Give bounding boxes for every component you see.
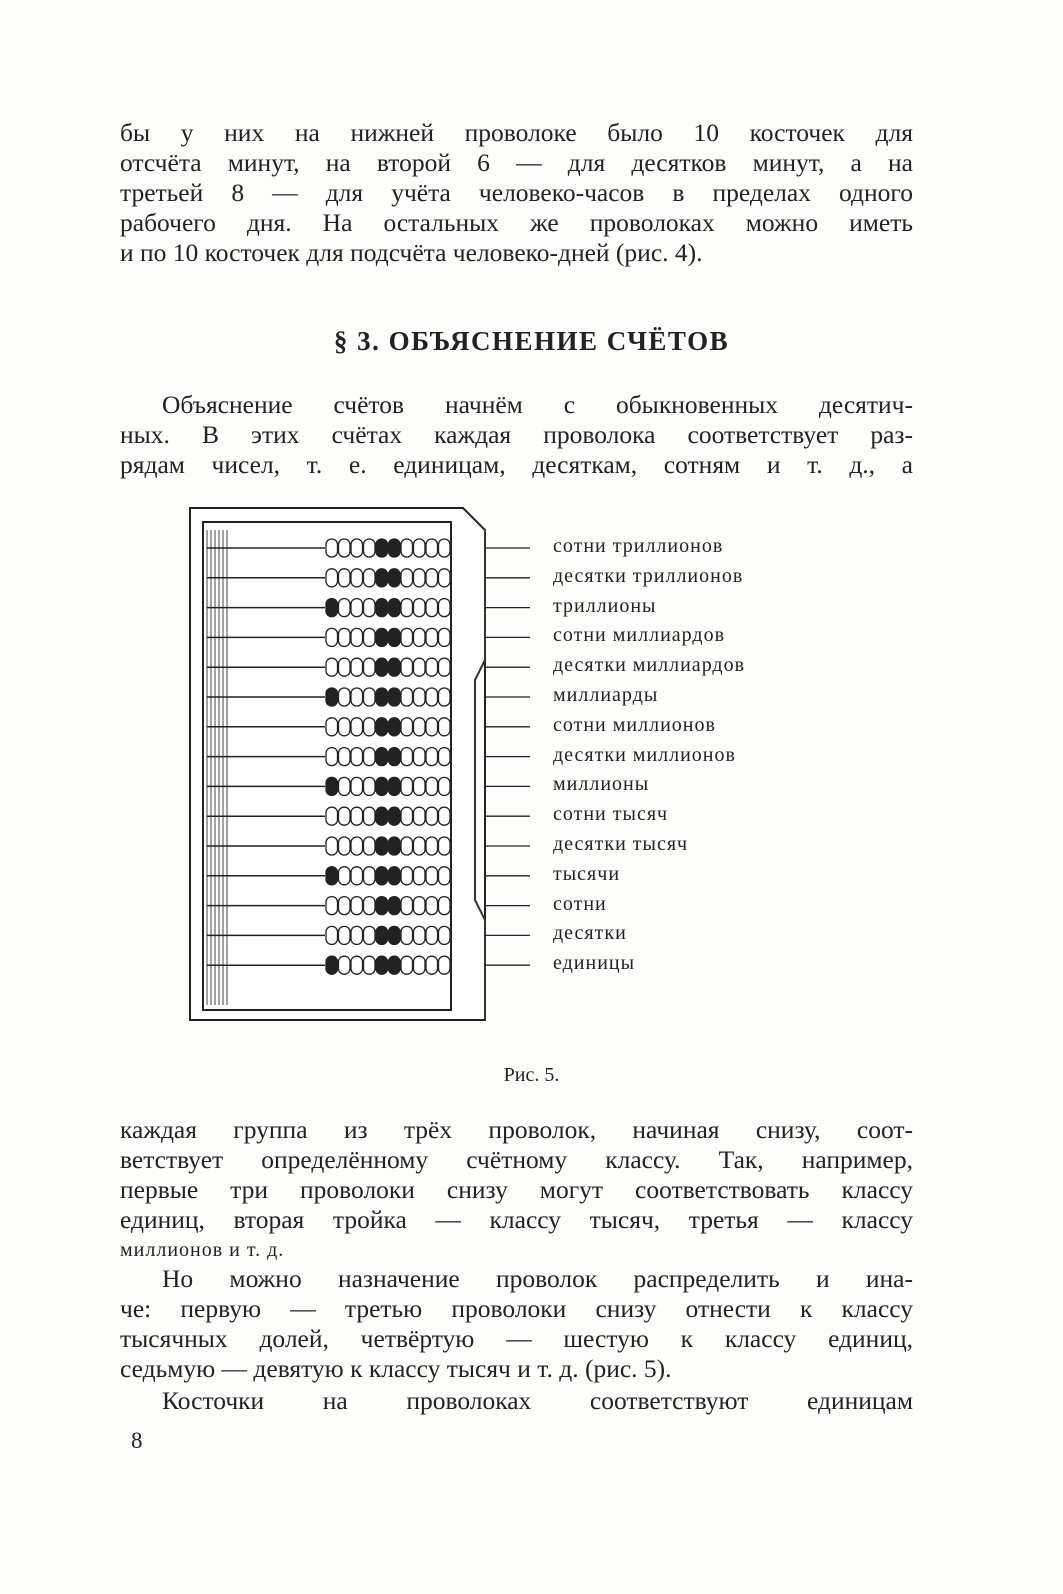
abacus-bead [439,658,451,676]
abacus-bead [439,599,451,617]
abacus-bead [426,539,438,557]
intro-paragraph [120,390,913,480]
abacus-bead [426,807,438,825]
paragraph-4 [120,1386,913,1416]
abacus-bead [426,658,438,676]
abacus-bead [364,867,376,885]
abacus-bead [364,897,376,915]
top-paragraph [120,118,913,268]
abacus-bead [339,897,351,915]
abacus-bead [351,926,363,944]
abacus-bead [364,569,376,587]
section-heading: § 3. ОБЪЯСНЕНИЕ СЧЁТОВ [333,326,730,356]
abacus-bead [439,897,451,915]
abacus-bead [414,718,426,736]
text-line: седьмую — девятую к классу тысяч и т. д. (рис. 5). [120,1354,672,1383]
abacus-bead [439,569,451,587]
abacus-bead [376,688,388,706]
abacus-bead [401,837,413,855]
abacus-bead [339,628,351,646]
abacus-bead [376,569,388,587]
abacus-bead [339,926,351,944]
abacus-bead [364,658,376,676]
abacus-bead [401,956,413,974]
abacus-bead [326,718,338,736]
abacus-bead [351,569,363,587]
abacus-bead [339,688,351,706]
abacus-bead [326,897,338,915]
text-line: единиц, вторая тройка — классу тысяч, третья — классу [120,1205,913,1234]
abacus-bead [326,956,338,974]
abacus-bead [326,599,338,617]
wire-label: десятки тысяч [553,833,689,855]
abacus-bead [414,688,426,706]
abacus-bead [351,718,363,736]
text-line: миллионов и т. д. [120,1239,285,1261]
abacus-bead [339,569,351,587]
wire-label: сотни триллионов [553,535,724,557]
abacus-bead [364,807,376,825]
abacus-bead [389,718,401,736]
abacus-bead [351,599,363,617]
abacus-bead [439,718,451,736]
abacus-bead [351,539,363,557]
abacus-bead [339,777,351,795]
abacus-bead [326,867,338,885]
wire-label: сотни [553,892,607,915]
abacus-bead [326,777,338,795]
abacus-bead [426,777,438,795]
abacus-bead [414,807,426,825]
abacus-bead [351,867,363,885]
abacus-bead [389,956,401,974]
abacus-bead [389,926,401,944]
abacus-bead [426,837,438,855]
abacus-bead [326,539,338,557]
abacus-bead [326,837,338,855]
abacus-bead [389,658,401,676]
abacus-bead [351,837,363,855]
abacus-bead [326,926,338,944]
wire-label: десятки [553,922,627,945]
abacus-bead [339,956,351,974]
abacus-bead [351,748,363,766]
abacus-bead [401,628,413,646]
abacus-bead [376,539,388,557]
abacus-bead [364,539,376,557]
abacus-bead [414,539,426,557]
abacus-bead [389,897,401,915]
abacus-bead [439,777,451,795]
abacus-bead [439,539,451,557]
wire-label: десятки миллионов [553,743,736,766]
abacus-bead [401,807,413,825]
abacus-bead [426,956,438,974]
text-line: рядам чисел, т. е. единицам, десяткам, сотням и т. д., а [120,450,913,479]
abacus-bead [339,837,351,855]
abacus-bead [376,867,388,885]
paragraph-3 [120,1264,913,1384]
abacus-bead [389,599,401,617]
text-line: ветствует определённому счётному классу. Так, например, [120,1145,913,1174]
abacus-bead [426,628,438,646]
abacus-bead [376,628,388,646]
abacus-bead [364,628,376,646]
abacus-bead [364,956,376,974]
text-line: третьей 8 — для учёта человеко-часов в пределах одного [120,178,913,207]
abacus-bead [389,628,401,646]
abacus-bead [339,807,351,825]
abacus-bead [401,569,413,587]
abacus-bead [439,807,451,825]
abacus-bead [439,628,451,646]
abacus-bead [426,867,438,885]
abacus-bead [376,777,388,795]
abacus-bead [376,926,388,944]
abacus-bead [439,867,451,885]
abacus-bead [389,748,401,766]
abacus-bead [439,837,451,855]
abacus-bead [439,956,451,974]
abacus-bead [364,688,376,706]
abacus-bead [401,688,413,706]
abacus-bead [426,926,438,944]
abacus-bead [339,748,351,766]
abacus-bead [351,628,363,646]
abacus-bead [401,926,413,944]
wire-label: единицы [553,952,636,975]
abacus-bead [401,539,413,557]
text-line: и по 10 косточек для подсчёта человеко-дней (рис. 4). [120,238,703,267]
page-number: 8 [131,1428,143,1453]
abacus-bead [414,599,426,617]
text-line: бы у них на нижней проволоке было 10 косточек для [120,118,913,147]
abacus-bead [401,658,413,676]
text-line: отсчёта минут, на второй 6 — для десятков минут, а на [120,148,913,177]
abacus-bead [364,599,376,617]
abacus-bead [426,599,438,617]
wire-label: тысячи [553,862,621,885]
wire-label: сотни миллионов [553,713,716,736]
abacus-bead [426,748,438,766]
abacus-bead [351,897,363,915]
abacus-bead [339,599,351,617]
abacus-bead [376,718,388,736]
text-line: рабочего дня. На остальных же проволоках можно иметь [120,208,913,237]
abacus-bead [364,718,376,736]
abacus-bead [389,688,401,706]
abacus-bead [439,926,451,944]
wire-label: триллионы [553,594,657,617]
abacus-bead [364,926,376,944]
abacus-bead [364,748,376,766]
figure-caption: Рис. 5. [503,1064,560,1086]
text-line: каждая группа из трёх проволок, начиная снизу, соот- [120,1115,913,1144]
abacus-bead [376,956,388,974]
abacus-bead [401,599,413,617]
abacus-bead [376,599,388,617]
text-line: че: первую — третью проволоки снизу отнести к классу [120,1294,913,1323]
abacus-bead [401,718,413,736]
abacus-figure [185,500,535,1030]
abacus-bead [376,897,388,915]
abacus-bead [401,748,413,766]
abacus-bead [389,807,401,825]
abacus-bead [426,569,438,587]
abacus-bead [426,688,438,706]
abacus-bead [364,777,376,795]
abacus-bead [414,748,426,766]
abacus-bead [414,926,426,944]
abacus-bead [339,658,351,676]
abacus-bead [389,539,401,557]
abacus-bead [376,748,388,766]
abacus-bead [414,867,426,885]
abacus-bead [326,807,338,825]
wire-label: сотни тысяч [553,803,669,826]
abacus-bead [326,748,338,766]
abacus-bead [351,956,363,974]
abacus-bead [439,748,451,766]
text-line: ных. В этих счётах каждая проволока соответствует раз- [120,420,913,449]
text-line: тысячных долей, четвёртую — шестую к классу единиц, [120,1324,913,1353]
abacus-bead [351,807,363,825]
abacus-bead [439,688,451,706]
abacus-bead [414,628,426,646]
wire-label: сотни миллиардов [553,624,726,647]
abacus-bead [376,658,388,676]
text-line: первые три проволоки снизу могут соответствовать классу [120,1175,913,1204]
abacus-bead [326,569,338,587]
abacus-bead [414,897,426,915]
abacus-bead [389,569,401,587]
abacus-bead [401,867,413,885]
abacus-bead [351,688,363,706]
abacus-bead [376,807,388,825]
abacus-bead [339,867,351,885]
abacus-bead [339,718,351,736]
text-line: Косточки на проволоках соответствуют единицам [162,1386,913,1415]
paragraph-2 [120,1115,913,1265]
abacus-bead [426,718,438,736]
abacus-bead [326,628,338,646]
wire-label: десятки триллионов [553,564,744,587]
wire-label: миллиарды [553,684,659,706]
abacus-bead [339,539,351,557]
abacus-bead [414,658,426,676]
abacus-bead [376,837,388,855]
abacus-bead [414,837,426,855]
abacus-bead [389,777,401,795]
abacus-bead [414,569,426,587]
abacus-bead [401,897,413,915]
abacus-bead [326,658,338,676]
abacus-bead [414,777,426,795]
wire-label: миллионы [553,773,650,796]
text-line: Объяснение счётов начнём с обыкновенных десятич- [162,390,913,419]
abacus-bead [364,837,376,855]
abacus-bead [326,688,338,706]
text-line: Но можно назначение проволок распределить и ина- [162,1264,913,1293]
abacus-bead [351,777,363,795]
abacus-bead [389,837,401,855]
abacus-bead [401,777,413,795]
abacus-bead [389,867,401,885]
abacus-bead [426,897,438,915]
abacus-bead [414,956,426,974]
wire-label: десятки миллиардов [553,654,746,677]
abacus-bead [351,658,363,676]
